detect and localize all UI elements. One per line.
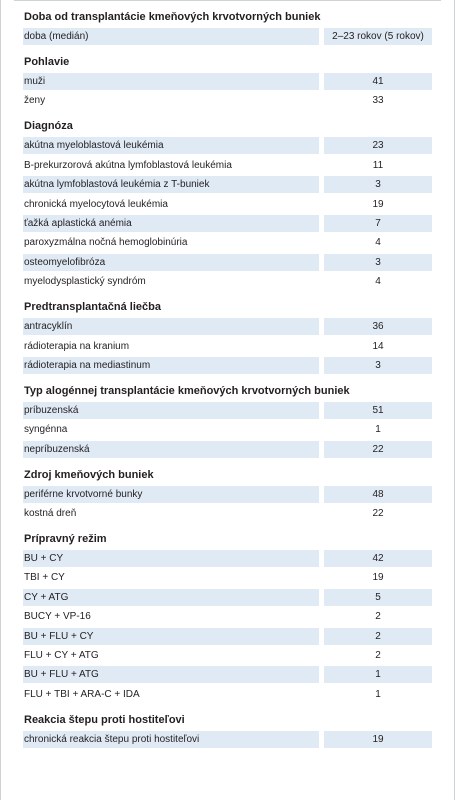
- table-row: [23, 196, 432, 213]
- row-value: 1: [324, 666, 432, 683]
- table-row: [23, 589, 432, 606]
- row-label: BUCY + VP-16: [24, 611, 91, 623]
- row-value: 2–23 rokov (5 rokov): [324, 28, 432, 45]
- section-title: Predtransplantačná liečba: [24, 301, 161, 314]
- row-value: 2: [324, 628, 432, 645]
- row-value: 7: [324, 215, 432, 232]
- table-section: [23, 119, 432, 290]
- row-label: ťažká aplastická anémia: [23, 215, 319, 232]
- table-section: [23, 10, 432, 45]
- row-label: kostná dreň: [24, 508, 77, 520]
- table-section: [23, 384, 432, 458]
- row-label: antracyklín: [23, 318, 319, 335]
- row-value: 11: [372, 159, 384, 171]
- table-row: [23, 357, 432, 374]
- table-row: [23, 234, 432, 251]
- table-row: [23, 338, 432, 355]
- section-title: Doba od transplantácie kmeňových krvotvorných buniek: [24, 11, 321, 23]
- table-row: [23, 176, 432, 193]
- row-label: osteomyelofibróza: [23, 254, 319, 271]
- row-value: 3: [324, 357, 432, 374]
- table-row: [23, 28, 432, 45]
- table-row: [23, 647, 432, 664]
- row-value: 4: [375, 276, 381, 288]
- row-label: akútna myeloblastová leukémia: [23, 137, 319, 154]
- table-row: [23, 402, 432, 419]
- section-title: Zdroj kmeňových buniek: [24, 468, 154, 481]
- table-section: [23, 55, 432, 109]
- table-row: [23, 137, 432, 154]
- row-value: 1: [375, 688, 381, 700]
- table-row: [23, 505, 432, 522]
- row-label: muži: [23, 73, 319, 90]
- row-label: periférne krvotvorné bunky: [23, 486, 319, 503]
- row-value: 1: [375, 424, 381, 436]
- row-label: CY + ATG: [23, 589, 319, 606]
- table-section: [23, 532, 432, 703]
- row-label: myelodysplastický syndróm: [24, 276, 146, 288]
- section-title: Pohlavie: [24, 56, 70, 68]
- row-label: chronická myelocytová leukémia: [24, 198, 168, 210]
- row-label: rádioterapia na mediastinum: [23, 357, 319, 374]
- row-value: 41: [324, 73, 432, 90]
- section-title: Prípravný režim: [24, 533, 107, 546]
- section-title: Reakcia štepu proti hostiteľovi: [24, 713, 185, 726]
- section-title: Diagnóza: [24, 120, 73, 133]
- row-value: 19: [372, 572, 384, 584]
- table-row: [23, 92, 432, 109]
- top-divider: [14, 0, 441, 1]
- row-value: 14: [372, 340, 384, 352]
- row-label: ženy: [24, 95, 46, 107]
- row-value: 23: [324, 137, 432, 154]
- row-label: TBI + CY: [24, 572, 65, 584]
- table-section: [23, 300, 432, 374]
- row-value: 4: [375, 237, 381, 249]
- table-row: [23, 254, 432, 271]
- table-row: [23, 273, 432, 290]
- row-value: 3: [324, 176, 432, 193]
- table-section: [23, 713, 432, 748]
- row-value: 19: [372, 198, 384, 210]
- row-value: 2: [375, 611, 381, 623]
- table-row: [23, 157, 432, 174]
- row-label: BU + FLU + ATG: [23, 666, 319, 683]
- row-label: chronická reakcia štepu proti hostiteľovi: [23, 731, 319, 748]
- table-row: [23, 73, 432, 90]
- table-row: [23, 608, 432, 625]
- row-label: FLU + CY + ATG: [24, 650, 99, 662]
- row-label: syngénna: [24, 424, 68, 436]
- section-title: Typ alogénnej transplantácie kmeňových krvotvorných buniek: [24, 384, 350, 397]
- table-row: [23, 441, 432, 458]
- row-label: FLU + TBI + ARA-C + IDA: [24, 688, 140, 700]
- row-label: nepríbuzenská: [23, 441, 319, 458]
- patient-characteristics-table: [23, 10, 432, 758]
- table-row: [23, 686, 432, 703]
- row-value: 36: [324, 318, 432, 335]
- table-row: [23, 215, 432, 232]
- row-label: BU + CY: [23, 550, 319, 567]
- row-label: paroxyzmálna nočná hemoglobinúria: [24, 237, 188, 249]
- table-row: [23, 731, 432, 748]
- row-value: 33: [372, 95, 384, 107]
- row-label: BU + FLU + CY: [23, 628, 319, 645]
- table-row: [23, 550, 432, 567]
- table-row: [23, 318, 432, 335]
- table-row: [23, 486, 432, 503]
- row-value: 2: [375, 650, 381, 662]
- row-label: B-prekurzorová akútna lymfoblastová leukémia: [24, 159, 232, 171]
- row-value: 5: [324, 589, 432, 606]
- row-label: rádioterapia na kranium: [24, 340, 130, 352]
- row-value: 22: [372, 508, 384, 520]
- row-value: 22: [324, 441, 432, 458]
- table-row: [23, 569, 432, 586]
- row-value: 42: [324, 550, 432, 567]
- table-row: [23, 666, 432, 683]
- row-label: príbuzenská: [23, 402, 319, 419]
- table-row: [23, 421, 432, 438]
- row-value: 51: [324, 402, 432, 419]
- table-row: [23, 628, 432, 645]
- table-section: [23, 468, 432, 522]
- row-value: 3: [324, 254, 432, 271]
- row-value: 19: [324, 731, 432, 748]
- row-value: 48: [324, 486, 432, 503]
- row-label: akútna lymfoblastová leukémia z T-buniek: [23, 176, 319, 193]
- row-label: doba (medián): [23, 28, 319, 45]
